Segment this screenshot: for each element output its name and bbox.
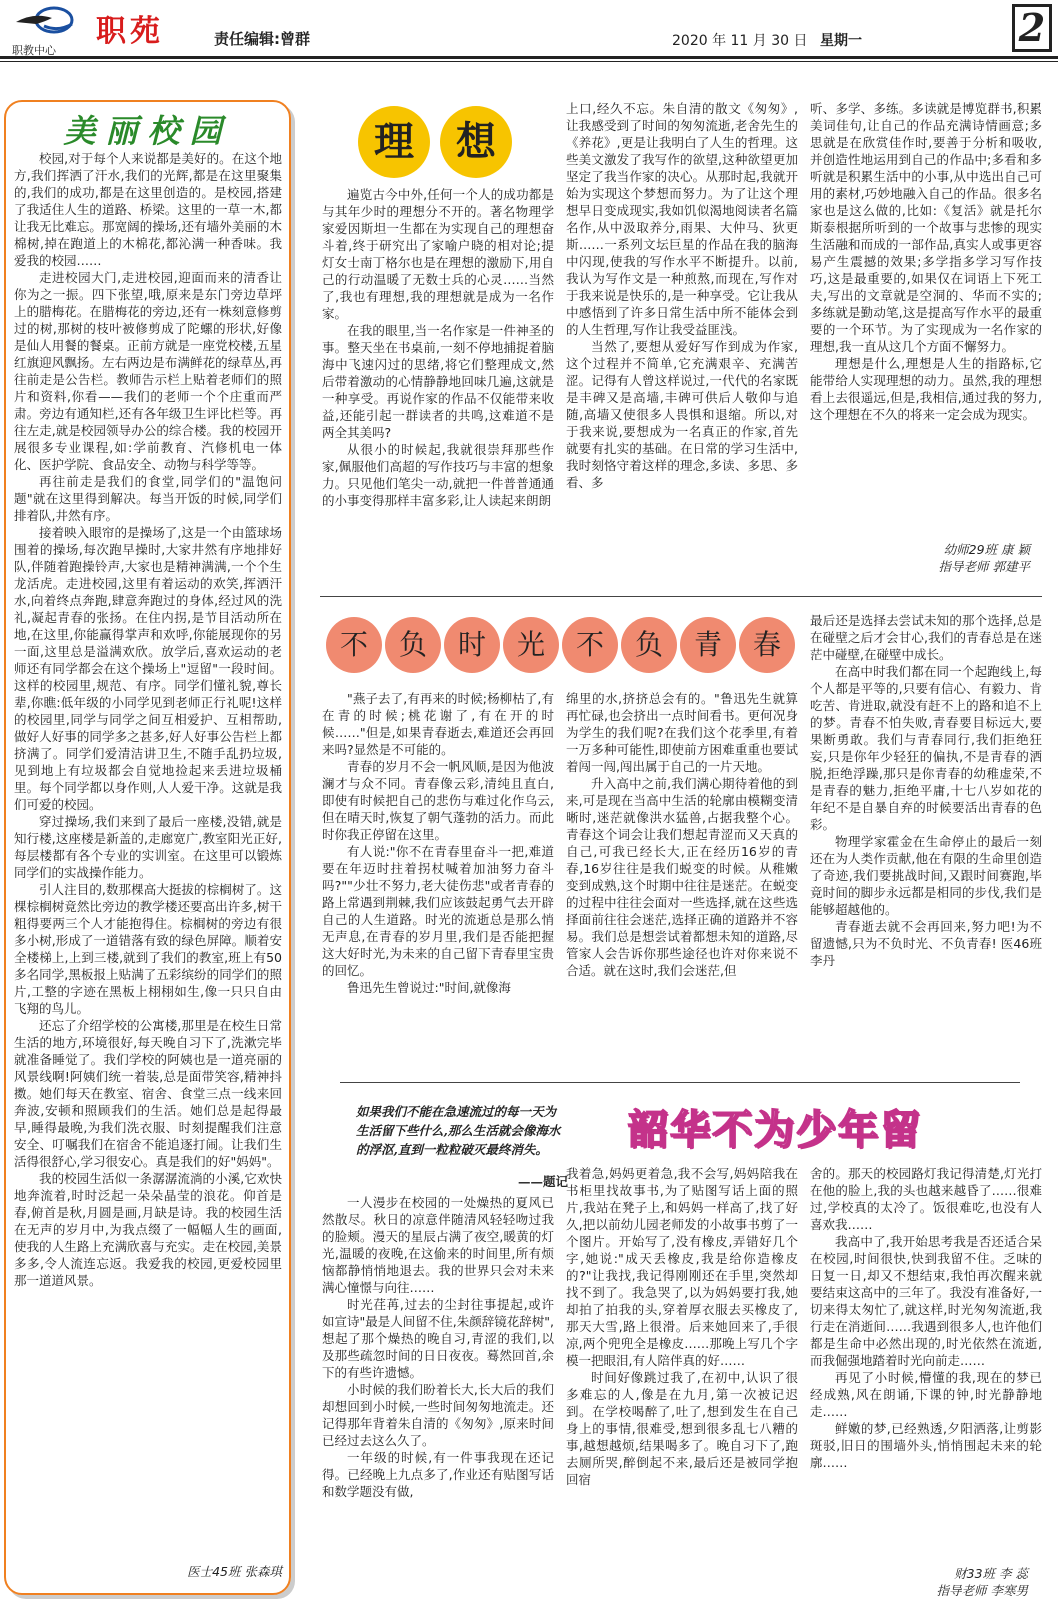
paragraph: 小时候的我们盼着长大,长大后的我们却想回到小时候,一些时间匆匆地流走。还记得那年背着朱自清的《匆匆》,原来时间已经过去这么久了。 [322,1382,554,1448]
paragraph: 有人说:"你不在青春里奋斗一把,难道要在年迈时拄着拐杖喊着加油努力奋斗吗?""少壮不努力,老大徒伤悲"或者青春的路上常遇到荆棘,我们应该鼓起勇气去开辟自己的人生道路。时光的流逝总是那么悄无声息,在青春的岁月里,我们是否能把握这大好时光,为未来的自己留下青春里宝贵的回忆。 [322,844,554,978]
youth-title-char: 不 [562,617,618,673]
campus-article-title: 美丽校园 [63,112,232,150]
paragraph: "燕子去了,有再来的时候;杨柳枯了,有在青的时候;桃花谢了,有在开的时候……"但是,如果青春逝去,难道还会再回来吗?显然是不可能的。 [322,691,554,757]
logo-text: 职教中心 [12,44,56,57]
youth-column-3 [810,612,1042,969]
paragraph: 走进校园大门,走进校园,迎面而来的清香让你为之一振。四下张望,哦,原来是东门旁边草坪上的腊梅花。在腊梅花的旁边,还有一株刻意修剪过的树,那树的枝叶被修剪成了陀螺的形状,好像是仙人用餐的餐桌。正前方就是一座党校楼,五星红旗迎风飘扬。左右两边是布满鲜花的绿草丛,再往前走是公告栏。教师告示栏上贴着老师们的照片和资料,你看——我们的老师一个个庄重而严肃。旁边有通知栏,还有各年级卫生评比栏等。再往左走,就是校园领导办公的综合楼。我的校园开展很多专业课程,如:学前教育、汽修机电一体化、医护学院、食品安全、动物与科学等等。 [14,270,282,472]
ideal-advisor: 指导老师 郭建平 [938,559,1030,574]
paragraph: 舍的。那天的校园路灯我记得清楚,灯光打在他的脸上,我的头也越来越昏了……很难过,学校真的太冷了。饭很难吃,也没有人喜欢我…… [810,1166,1042,1232]
ideal-author: 幼师29班 康 颖 [943,542,1030,557]
paragraph: 时光荏苒,过去的尘封往事提起,或许如宣诗"最是人间留不住,朱颜辞镜花辞树",想起了那个燥热的晚自习,青涩的我们,以及那些疏忽时间的日日夜夜。蓦然回首,余下的有些许遗憾。 [322,1297,554,1380]
youth-title-char: 不 [326,617,382,673]
ideal-title-char: 理 [358,106,430,178]
paragraph: 一年级的时候,有一件事我现在还记得。已经晚上九点多了,作业还有贴图写话和数学题没有做, [322,1450,554,1499]
school-logo-icon [14,4,76,40]
section-name: 职苑 [96,14,164,49]
youth-title-char: 春 [739,617,795,673]
paragraph: 绵里的水,挤挤总会有的。"鲁迅先生就算再忙碌,也会挤出一点时间看书。更何况身为学生的我们呢?在我们这个花季里,有着一万多种可能性,即使前方困难重重也要试着闯一闯,闯出属于自己的一片天地。 [566,691,798,774]
years-article-title: 韶华不为少年留 [628,1107,922,1153]
paragraph: 青春的岁月不会一帆风顺,是因为他波澜才与众不同。青春像云彩,清纯且直白,即使有时候把自己的悲伤与难过化作乌云,但在晴天时,恢复了朝气蓬勃的活力。而此时你我正停留在这里。 [322,759,554,842]
issue-weekday: 星期一 [820,33,862,49]
ideal-title-char: 想 [440,106,512,178]
paragraph: 青春逝去就不会再回来,努力吧!为不留遗憾,只为不负时光、不负青春! 医46班 李丹 [810,919,1042,968]
paragraph: 遍览古今中外,任何一个人的成功都是与其年少时的理想分不开的。著名物理学家爱因斯坦一生都在为实现自己的理想奋斗着,终于研究出了家喻户晓的相对论;提灯女士南丁格尔也是在理想的激励下,用自己的行动温暖了无数士兵的心灵……当然了,我也有理想,我的理想就是成为一名作家。 [322,187,554,321]
paragraph: 在高中时我们都在同一个起跑线上,每个人都是平等的,只要有信心、有毅力、肯吃苦、肯进取,就没有赶不上的路和追不上的梦。青春不怕失败,青春要目标远大,要果断勇敢。我们与青春同行,我们拒绝狂妄,只是你年少轻狂的偏执,不是青春的洒脱,拒绝浮躁,那只是你青春的幼稚虚荣,不是青春的魅力,拒绝平庸,十七八岁如花的年纪不是自暴自弃的时候要活出青春的色彩。 [810,664,1042,832]
epigraph: 如果我们不能在急速流过的每一天为生活留下些什么,那么生活就会像海水的浮沤,直到一粒粒破灭最终消失。 [356,1104,561,1157]
paragraph: 校园,对于每个人来说都是美好的。在这个地方,我们挥洒了汗水,我们的光辉,都是在这里聚集的,我们的成功,都是在这里创造的。是校园,搭建了我适住人生的道路、桥梁。这里的一草一木,都让我无比难忘。那宽阔的操场,还有墙外美丽的木棉树,掉在跑道上的木棉花,都沁满一种香味。我爱我的校园…… [14,151,282,268]
header-rule [0,56,1058,59]
campus-author: 医士45班 张森琪 [187,1564,282,1579]
paragraph: 接着映入眼帘的是操场了,这是一个由篮球场围着的操场,每次跑早操时,大家井然有序地排好队,伴随着跑操铃声,大家也是精神满满,一个个生龙活虎。走进校园,这里有着运动的欢笑,挥洒汗水,向着终点奔跑,肆意奔跑过的身体,经过风的洗礼,凝起青春的张扬。在住内拐,是节目活动所在地,在这里,你能赢得掌声和欢呼,你能展现你的另一面,这里总是溢满欢欣。放学后,喜欢运动的老师还有同学都会在这个操场上"逗留"一段时间。这样的校园里,规范、有序。同学们懂礼貌,尊长辈,你瞧:低年级的小同学见到老师正行礼呢!这样的校园里,同学与同学之间互相爱护、互相帮助,做好人好事的同学多之甚多,好人好事公告栏上都挤满了。同学们爱清洁讲卫生,不随手乱扔垃圾,见到地上有垃圾都会自觉地捡起来丢进垃圾桶里。每个同学都以身作则,人人爱干净。这就是我们可爱的校园。 [14,525,282,812]
section-divider [340,1082,1020,1083]
paragraph: 升入高中之前,我们满心期待着他的到来,可是现在当高中生活的轮廓由模糊变清晰时,迷茫就像洪水猛兽,占据我整个心。青春这个词会让我们想起青涩而又天真的自己,可我已经长大,正在经历16岁的青春,16岁往往是我们蜕变的时候。从稚嫩变到成熟,这个时期中往往是迷茫。在蜕变的过程中往往会面对一些选择,就在这些选择面前往往会迷茫,选择正确的道路并不容易。我们总是想尝试着都想未知的道路,尽管家人会告诉你那些途径也许对你来说不合适。就在这时,我们会迷茫,但 [566,776,798,978]
years-author: 财33班 李 蕊 [954,1566,1028,1581]
ideal-column-1 [322,186,554,509]
paragraph: 理想是什么,理想是人生的指路标,它能带给人实现理想的动力。虽然,我的理想看上去很遥远,但是,我相信,通过我的努力,这个理想在不久的将来一定会成为现实。 [810,356,1042,422]
years-advisor: 指导老师 李寒男 [936,1583,1028,1598]
section-divider [320,596,1042,597]
paragraph: 我着急,妈妈更着急,我不会写,妈妈陪我在书柜里找故事书,为了贴图写话上面的照片,我站在凳子上,和妈妈一样高了,找了好久,把以前幼儿园老师发的小故事书剪了一个图片。开始写了,没有橡皮,弄错好几个字,她说:"成天丢橡皮,我是给你造橡皮的?"让我找,我记得刚刚还在手里,突然却找不到了。我急哭了,以为妈妈要打我,她却拍了拍我的头,穿着厚衣服去买橡皮了,那天大雪,路上很滑。后来她回来了,手很凉,两个兜兜全是橡皮……那晚上写几个字模一把眼泪,有人陪伴真的好…… [566,1166,798,1368]
youth-title-char: 光 [503,617,559,673]
years-column-1 [322,1194,554,1500]
youth-title-char: 时 [444,617,500,673]
paragraph: 在我的眼里,当一名作家是一件神圣的事。整天坐在书桌前,一刻不停地捕捉着脑海中飞速闪过的思绪,将它们整理成文,然后带着激动的心情静静地回味几遍,这就是一种享受。再说作家的作品不仅能带来收益,还能引起一群读者的共鸣,这难道不是两全其美吗? [322,323,554,440]
paragraph: 当然了,要想从爱好写作到成为作家,这个过程并不简单,它充满艰辛、充满苦涩。记得有人曾这样说过,一代代的名家既是丰碑又是高墙,丰碑可供后人敬仰与追随,高墙又使很多人畏惧和退缩。所以,对于我来说,要想成为一名真正的作家,首先就要有扎实的基础。在日常的学习生活中,我时刻恪守着这样的理念,多读、多思、多看、多 [566,339,798,490]
paragraph: 鲜嫩的梦,已经熟透,夕阳洒落,让剪影斑驳,旧日的围墙外头,悄悄围起未来的轮廓…… [810,1421,1042,1470]
paragraph: 从很小的时候起,我就很崇拜那些作家,佩服他们高超的写作技巧与丰富的想象力。只见他们笔尖一动,就把一件普普通通的小事变得那样丰富多彩,让人读起来朗朗 [322,442,554,508]
ideal-column-2 [566,100,798,491]
paragraph: 穿过操场,我们来到了最后一座楼,没错,就是知行楼,这座楼是新盖的,走廊宽广,教室阳光正好,每层楼都有各个专业的实训室。在这里可以锻炼同学们的实战操作能力。 [14,814,282,880]
youth-column-2 [566,690,798,979]
page-number: 2 [1012,4,1052,52]
issue-date: 2020 年 11 月 30 日 [672,33,808,49]
youth-title-char: 负 [621,617,677,673]
youth-column-1 [322,690,554,996]
youth-title-char: 青 [680,617,736,673]
ideal-column-3 [810,100,1042,423]
paragraph: 听、多学、多练。多读就是博览群书,积累美词佳句,让自己的作品充满诗情画意;多思就是在欣赏佳作时,要善于分析和吸收,并创造性地运用到自己的作品中;多看和多听就是积累生活中的小事,从中选出自己可用的素材,巧妙地融入自己的作品。很多名家也是这么做的,比如:《复活》就是托尔斯泰根据所听到的一个故事与悲惨的现实生活融和而成的一部作品,真实人或事更容易产生震撼的效果;多学指多学习写作技巧,这是最重要的,如果仅在词语上下死工夫,写出的文章就是空洞的、华而不实的;多练就是勤动笔,这是提高写作水平的最重要的一个环节。为了实现成为一名作家的理想,我一直从这几个方面不懈努力。 [810,101,1042,354]
paragraph: 再往前走是我们的食堂,同学们的"温饱问题"就在这里得到解决。每当开饭的时候,同学们排着队,井然有序。 [14,474,282,523]
paragraph: 还忘了介绍学校的公寓楼,那里是在校生日常生活的地方,环境很好,每天晚自习下了,洗漱完毕就准备睡觉了。我们学校的阿姨也是一道亮丽的风景线啊!阿姨们统一着装,总是面带笑容,精神抖擞。她们每天在教室、宿舍、食堂三点一线来回奔波,安顿和照顾我们的生活。她们总是起得最早,睡得最晚,为我们洗衣服、时刻提醒我们注意安全、叮嘱我们在宿舍不能追逐打闹。让我们生活得很舒心,学习很安心。真是我们的好"妈妈"。 [14,1018,282,1169]
years-column-3 [810,1165,1042,1471]
paragraph: 时间好像跳过我了,在初中,认识了很多难忘的人,像是在九月,第一次被记迟到。在学校喝醉了,吐了,想到发生在自己身上的事情,很难受,想到很多乱七八糟的事,越想越烦,结果喝多了。晚自习下了,跑去厕所哭,醉倒起不来,最后还是被同学抱回宿 [566,1370,798,1487]
paragraph: 我的校园生活似一条潺潺流淌的小溪,它欢快地奔流着,时时泛起一朵朵晶莹的浪花。仰首是春,俯首是秋,月圆是画,月缺是诗。我的校园生活在无声的岁月中,为我点缀了一幅幅人生的画面,使我的人生路上充满欣喜与充实。走在校园,美景多多,令人流连忘返。我爱我的校园,更爱校园里那一道道风景。 [14,1171,282,1288]
editor-credit: 责任编辑:曾群 [214,30,310,48]
paragraph: 引人注目的,数那棵高大挺拔的棕榈树了。这棵棕榈树竟然比旁边的教学楼还要高出许多,树干粗得要两三个人才能抱得住。棕榈树的旁边有很多小树,形成了一道错落有致的绿色屏障。顺着安全楼梯上,上到三楼,就到了我们的教室,班上有50多名同学,黑板报上贴满了五彩缤纷的同学们的照片,工整的字迹在黑板上栩栩如生,像一只只自由飞翔的鸟儿。 [14,882,282,1016]
years-column-2 [566,1165,798,1488]
paragraph: 我高中了,我开始思考我是否还适合呆在校园,时间很快,快到我留不住。乏味的日复一日,却又不想结束,我怕再次醒来就要结束这高中的三年了。我没有准备好,一切来得太匆忙了,就这样,时光匆匆流逝,我行走在消逝间……我遇到很多人,也许他们都是生命中必然出现的,时光依然在流逝,而我倔强地踏着时光向前走…… [810,1234,1042,1368]
header-rule-thin [0,61,1058,62]
paragraph: 最后还是选择去尝试未知的那个选择,总是在碰壁之后才会甘心,我们的青春总是在迷茫中碰壁,在碰壁中成长。 [810,613,1042,662]
campus-article-body [14,150,282,1289]
paragraph: 物理学家霍金在生命停止的最后一刻还在为人类作贡献,他在有限的生命里创造了奇迹,我们要挑战时间,又跟时间赛跑,毕竟时间的脚步永远都是相同的步伐,我们是能够超越他的。 [810,834,1042,917]
paragraph: 鲁迅先生曾说过:"时间,就像海 [347,980,511,995]
paragraph: 上口,经久不忘。朱自清的散文《匆匆》,让我感受到了时间的匆匆流逝,老舍先生的《养花》,更是让我明白了人生的哲理。这些美文激发了我写作的欲望,这种欲望更加坚定了我当作家的决心。从那时起,我就开始为实现这个梦想而努力。为了让这个理想早日变成现实,我如饥似渴地阅读者名篇名作,从中汲取养分,雨果、大仲马、狄更斯……一系列文坛巨星的作品在我的脑海中闪现,使我的写作水平不断提升。以前,我认为写作文是一种煎熬,而现在,写作对于我来说是快乐的,是一种享受。它让我从中感悟到了许多日常生活中所不能体会到的人生哲理,写作让我受益匪浅。 [566,101,798,337]
youth-title-char: 负 [385,617,441,673]
masthead [0,0,1058,62]
paragraph: 一人漫步在校园的一处燥热的夏风已然散尽。秋日的凉意伴随清风轻轻吻过我的脸颊。漫天的星辰占满了夜空,暖黄的灯光,温暖的夜晚,在这偷来的时间里,所有烦恼都静悄悄地退去。我的世界只会对未来满心憧憬与向往…… [322,1195,554,1295]
paragraph: 再见了小时候,懵懂的我,现在的梦已经成熟,风在朗诵,下课的钟,时光静静地走…… [810,1370,1042,1419]
epigraph-source: ——题记 [517,1174,568,1189]
